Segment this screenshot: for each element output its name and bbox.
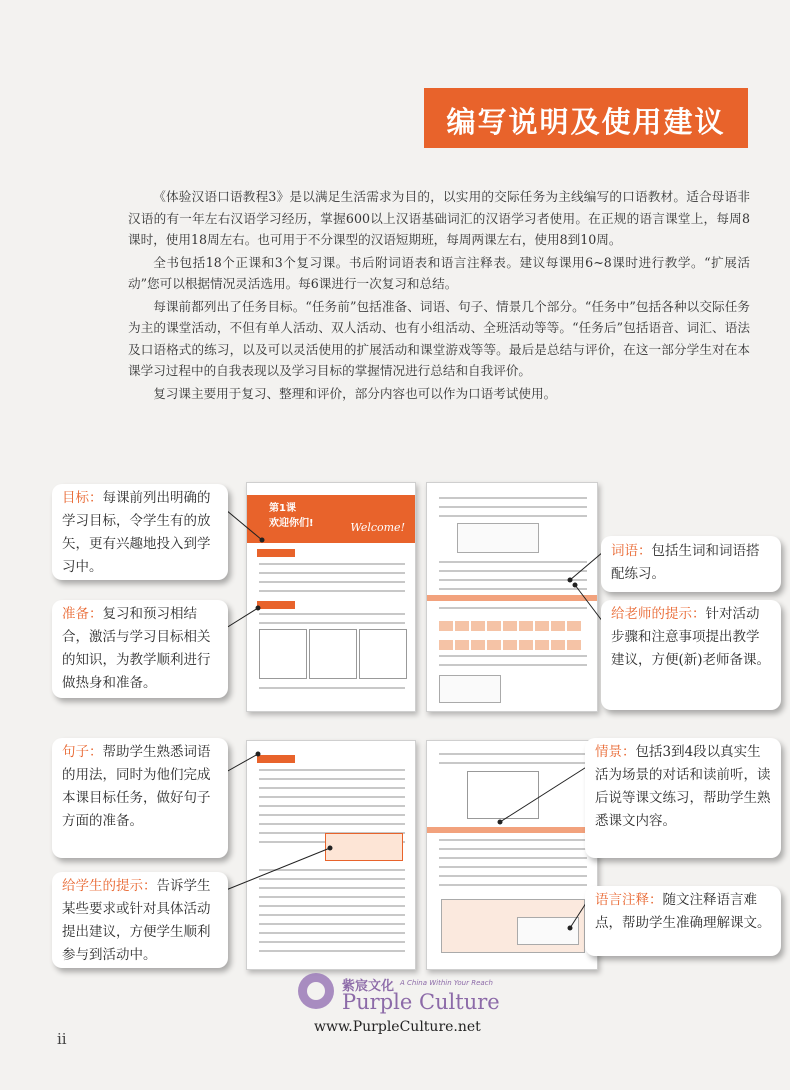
annotation-sentences [52,738,228,858]
intro-text [128,186,750,405]
annotation-preparation [52,600,228,698]
intro-paragraph-3: 每课前都列出了任务目标。“任务前”包括准备、词语、句子、情景几个部分。“任务中”包括各种以交际任务为主的课堂活动，不但有单人活动、双人活动、也有小组活动、全班活动等等。“任务后”包括语音、词汇、语法及口语格式的练习，以及可以灵活使用的扩展活动和课堂游戏等等。最后是总结与评价，在这一部分学生对在本课学习过程中的自我表现以及学习目标的掌握情况进行总结和自我评价。 [128,298,750,378]
situation-illustration [467,771,539,819]
title-banner [424,88,748,148]
illustration-3 [359,629,407,679]
illustration-1 [259,629,307,679]
page-number: ii [57,1030,67,1048]
situations-section-bar [427,827,597,833]
annotation-key: 词语： [611,543,652,559]
annotation-language-notes [585,886,781,956]
annotation-text: 包括3到4段以真实生活为场景的对话和读前听，读后说等课文练习，帮助学生熟悉课文内容。 [595,744,771,829]
watermark-chinese: 紫宸文化 [342,979,395,994]
annotation-key: 给学生的提示： [62,878,157,894]
intro-paragraph-2: 全书包括18个正课和3个复习课。书后附词语表和语言注释表。建议每课用6~8课时进行教学。“扩展活动”您可以根据情况灵活选用。每6课进行一次复习和总结。 [128,254,750,291]
watermark-tagline: A China Within Your Reach [400,979,493,987]
teacher-tip-box [457,523,539,553]
sentences-lines-2 [259,869,405,959]
annotation-student-tips [52,872,228,968]
page-title: 编写说明及使用建议 [446,105,726,139]
purple-culture-logo [298,973,334,1009]
sample-page-situations [426,740,598,970]
lesson-subtitle: Welcome! [350,521,405,534]
footer-lines [259,687,405,696]
sentences-tag [257,755,295,763]
annotation-objectives [52,484,228,580]
matching-box [439,675,501,703]
annotation-text: 包括生词和词语搭配练习。 [611,543,760,582]
watermark-url: www.PurpleCulture.net [314,1019,481,1035]
sample-page-sentences [246,740,416,970]
watermark-brand: Purple Culture [342,990,500,1014]
annotation-situations [585,738,781,858]
annotation-key: 句子： [62,744,103,760]
words-lines [439,607,587,616]
annotation-text: 随文注释语言难点，帮助学生准确理解课文。 [595,892,771,931]
intro-paragraph-4: 复习课主要用于复习、整理和评价，部分内容也可以作为口语考试使用。 [153,385,557,401]
lesson-label: 第1课 欢迎你们! [269,503,314,529]
annotation-key: 目标： [62,490,103,506]
annotation-text: 帮助学生熟悉词语的用法，同时为他们完成本课目标任务，做好句子方面的准备。 [62,744,211,829]
annotation-text: 告诉学生某些要求或针对具体活动提出建议，方便学生顺利参与到活动中。 [62,878,211,963]
student-tip-box [325,833,403,861]
objectives-tag [257,549,295,557]
page-lines [439,753,587,771]
annotation-key: 准备： [62,606,103,622]
annotation-text: 每课前列出明确的学习目标，令学生有的放矢，更有兴趣地投入到学习中。 [62,490,211,575]
sample-page-words [426,482,598,712]
illustration-2 [309,629,357,679]
vocabulary-grid [439,619,589,657]
annotation-text: 针对活动步骤和注意事项提出教学建议，方便(新)老师备课。 [611,606,771,668]
objectives-lines [259,563,405,599]
annotation-key: 情景： [595,744,636,760]
sample-page-lesson-opening [246,482,416,712]
matching-lines [439,655,587,673]
language-note-box [517,917,579,945]
annotation-key: 给老师的提示： [611,606,706,622]
annotation-teacher-tips [601,600,781,710]
preparation-tag [257,601,295,609]
annotation-text: 复习和预习相结合，激活与学习目标相关的知识，为教学顺利进行做热身和准备。 [62,606,211,691]
lesson-header [247,495,415,543]
intro-paragraph-1: 《体验汉语口语教程3》是以满足生活需求为目的，以实用的交际任务为主线编写的口语教材。适合母语非汉语的有一年左右汉语学习经历，掌握600以上汉语基础词汇的汉语学习者使用。在正规的语言课堂上，每周8课时，使用18周左右。也可用于不分课型的汉语短期班，每周两课左右，使用8到10周。 [128,189,750,247]
annotation-key: 语言注释： [595,892,663,908]
words-section-bar [427,595,597,601]
situations-lines [439,839,587,893]
annotation-words [601,536,781,592]
page-lines [439,497,587,524]
